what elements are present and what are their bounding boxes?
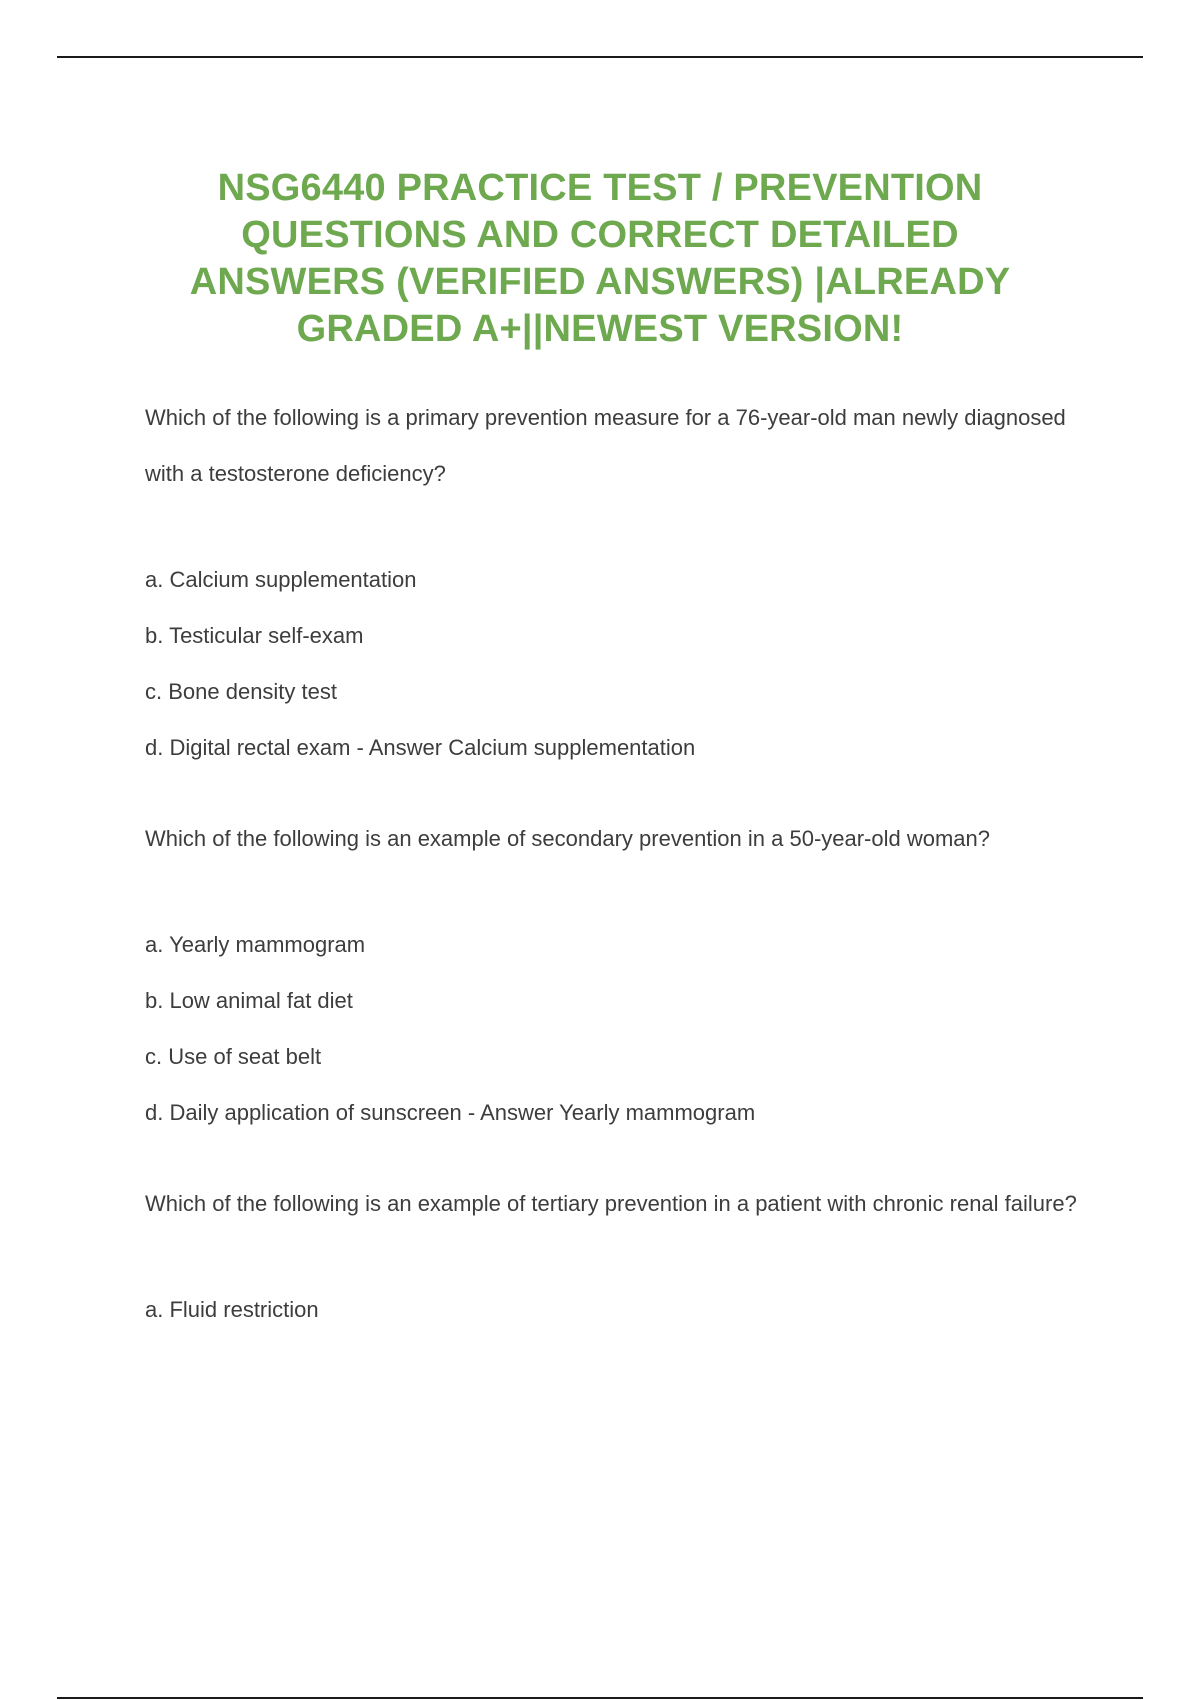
- answer-option: a. Fluid restriction: [145, 1297, 319, 1322]
- answer-option: a. Yearly mammogram: [145, 932, 366, 957]
- answer-option: b. Low animal fat diet: [145, 988, 353, 1013]
- question-1: [145, 400, 1095, 776]
- answer-options: [145, 917, 1095, 1141]
- answer-option: d. Daily application of sunscreen - Answer Yearly mammogram: [145, 1100, 756, 1125]
- question-3: [145, 1186, 1095, 1338]
- bottom-rule: [57, 1697, 1143, 1699]
- question-list: [145, 400, 1095, 1383]
- answer-option: a. Calcium supplementation: [145, 567, 417, 592]
- question-stem: Which of the following is an example of tertiary prevention in a patient with chronic renal failure?: [145, 1191, 1077, 1216]
- answer-option: c. Bone density test: [145, 679, 337, 704]
- answer-options: [145, 1282, 1095, 1338]
- question-stem: Which of the following is an example of secondary prevention in a 50-year-old woman?: [145, 826, 991, 851]
- answer-options: [145, 552, 1095, 776]
- top-rule: [57, 56, 1143, 58]
- document-title: NSG6440 PRACTICE TEST / PREVENTION QUESTIONS AND CORRECT DETAILED ANSWERS (VERIFIED ANSWERS) |ALREADY GRADED A+||NEWEST VERSION!: [189, 167, 1011, 351]
- answer-option: d. Digital rectal exam - Answer Calcium supplementation: [145, 735, 696, 760]
- question-2: [145, 821, 1095, 1141]
- answer-option: b. Testicular self-exam: [145, 623, 364, 648]
- question-stem: Which of the following is a primary prevention measure for a 76-year-old man newly diagnosed with a testosterone deficiency?: [145, 405, 1066, 486]
- answer-option: c. Use of seat belt: [145, 1044, 322, 1069]
